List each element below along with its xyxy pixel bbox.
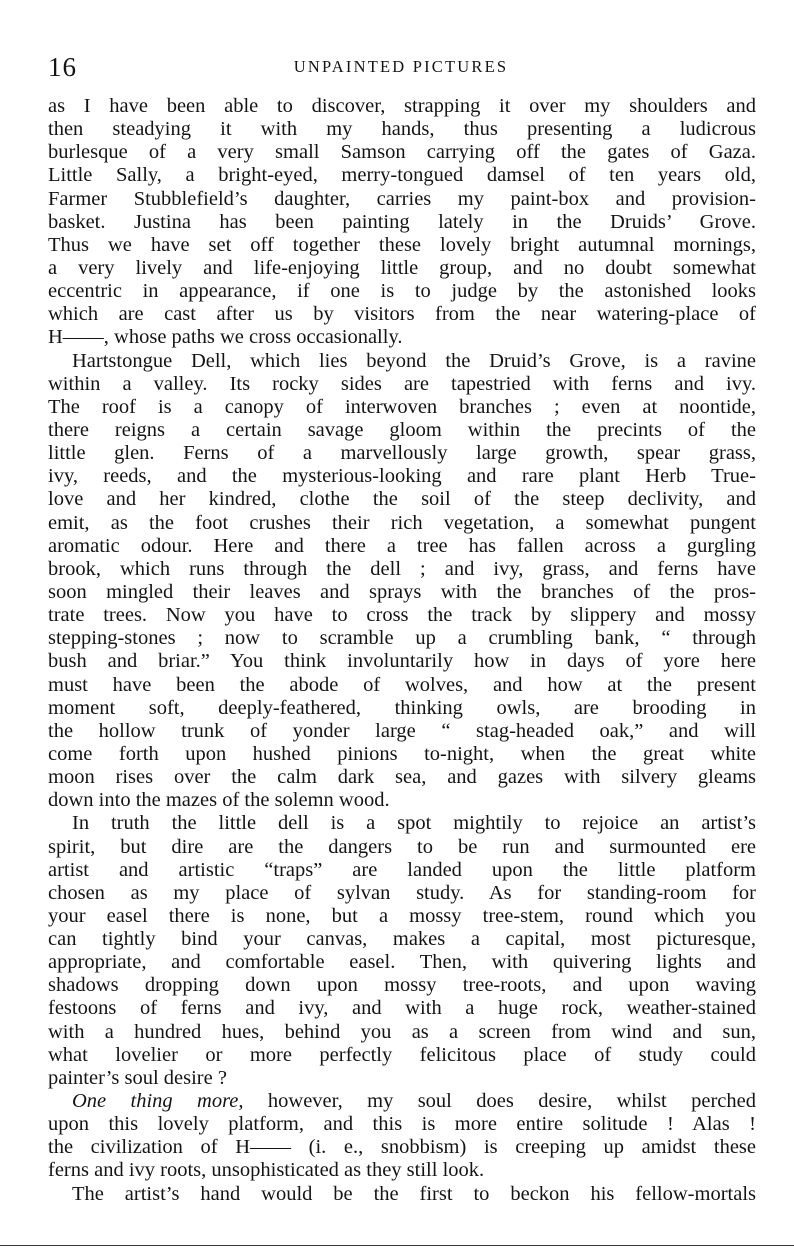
text-line: brook, which runs through the dell ; and ivy, grass, and ferns have: [48, 557, 756, 580]
text-line: festoons of ferns and ivy, and with a huge rock, weather-stained: [48, 997, 756, 1020]
text-line: basket. Justina has been painting lately in the Druids’ Grove.: [48, 210, 756, 233]
text-line: a very lively and life-enjoying little group, and no doubt somewhat: [48, 256, 756, 279]
text-line: ferns and ivy roots, unsophisticated as they still look.: [48, 1159, 485, 1182]
text-line: trate trees. Now you have to cross the track by slippery and mossy: [48, 604, 756, 627]
text-line: your easel there is none, but a mossy tree-stem, round which you: [48, 904, 756, 927]
text-line: H——, whose paths we cross occasionally.: [48, 326, 403, 349]
text-line: The artist’s hand would be the first to beckon his fellow-mortals: [72, 1182, 756, 1205]
text-line: The roof is a canopy of interwoven branches ; even at noontide,: [48, 395, 756, 418]
text-line: Thus we have set off together these lovely bright autumnal mornings,: [48, 233, 756, 256]
text-line: Hartstongue Dell, which lies beyond the Druid’s Grove, is a ravine: [72, 349, 756, 372]
text-line: little glen. Ferns of a marvellously large growth, spear grass,: [48, 442, 756, 465]
text-line: Little Sally, a bright-eyed, merry-tongued damsel of ten years old,: [48, 164, 756, 187]
page-bottom-rule: [0, 1245, 794, 1246]
text-line: One thing more, however, my soul does desire, whilst perched: [72, 1090, 756, 1113]
text-line: spirit, but dire are the dangers to be run and surmounted ere: [48, 835, 756, 858]
text-line: bush and briar.” You think involuntarily how in days of yore here: [48, 650, 756, 673]
text-line: shadows dropping down upon mossy tree-roots, and upon waving: [48, 974, 756, 997]
text-line: can tightly bind your canvas, makes a capital, most picturesque,: [48, 928, 756, 951]
text-line: artist and artistic “traps” are landed upon the little platform: [48, 858, 756, 881]
text-line: with a hundred hues, behind you as a screen from wind and sun,: [48, 1020, 756, 1043]
text-line: painter’s soul desire ?: [48, 1066, 227, 1089]
text-line: which are cast after us by visitors from the near watering-place of: [48, 303, 756, 326]
text-line: within a valley. Its rocky sides are tapestried with ferns and ivy.: [48, 372, 756, 395]
text-line: upon this lovely platform, and this is more entire solitude ! Alas !: [48, 1113, 756, 1136]
text-line: there reigns a certain savage gloom within the precints of the: [48, 418, 756, 441]
text-line: the hollow trunk of yonder large “ stag-headed oak,” and will: [48, 719, 756, 742]
text-line: chosen as my place of sylvan study. As for standing-room for: [48, 881, 756, 904]
text-line: aromatic odour. Here and there a tree has fallen across a gurgling: [48, 534, 756, 557]
text-line: as I have been able to discover, strapping it over my shoulders and: [48, 95, 756, 117]
text-line: moment soft, deeply-feathered, thinking owls, are brooding in: [48, 696, 756, 719]
text-line: what lovelier or more perfectly felicitous place of study could: [48, 1043, 756, 1066]
text-line: love and her kindred, clothe the soil of the steep declivity, and: [48, 488, 756, 511]
page-header: [48, 52, 754, 86]
text-line: In truth the little dell is a spot mightily to rejoice an artist’s: [72, 812, 756, 835]
body-text: [48, 95, 756, 1206]
text-line: Farmer Stubblefield’s daughter, carries my paint-box and provision-: [48, 187, 756, 210]
text-line: must have been the abode of wolves, and how at the present: [48, 673, 756, 696]
text-line: moon rises over the calm dark sea, and gazes with silvery gleams: [48, 766, 756, 789]
text-line: eccentric in appearance, if one is to judge by the astonished looks: [48, 280, 756, 303]
text-line: appropriate, and comfortable easel. Then, with quivering lights and: [48, 951, 756, 974]
running-title: UNPAINTED PICTURES: [293, 57, 509, 76]
text-line: burlesque of a very small Samson carrying off the gates of Gaza.: [48, 141, 756, 164]
text-line: stepping-stones ; now to scramble up a crumbling bank, “ through: [48, 627, 756, 650]
text-line: the civilization of H—— (i. e., snobbism) is creeping up amidst these: [48, 1136, 756, 1159]
text-line: ivy, reeds, and the mysterious-looking and rare plant Herb True-: [48, 465, 756, 488]
text-line: then steadying it with my hands, thus presenting a ludicrous: [48, 118, 756, 141]
text-line: come forth upon hushed pinions to-night, when the great white: [48, 742, 756, 765]
text-line: soon mingled their leaves and sprays with the branches of the pros-: [48, 580, 756, 603]
text-line: down into the mazes of the solemn wood.: [48, 789, 390, 812]
text-line: emit, as the foot crushes their rich vegetation, a somewhat pungent: [48, 511, 756, 534]
page-number: 16: [48, 52, 77, 82]
